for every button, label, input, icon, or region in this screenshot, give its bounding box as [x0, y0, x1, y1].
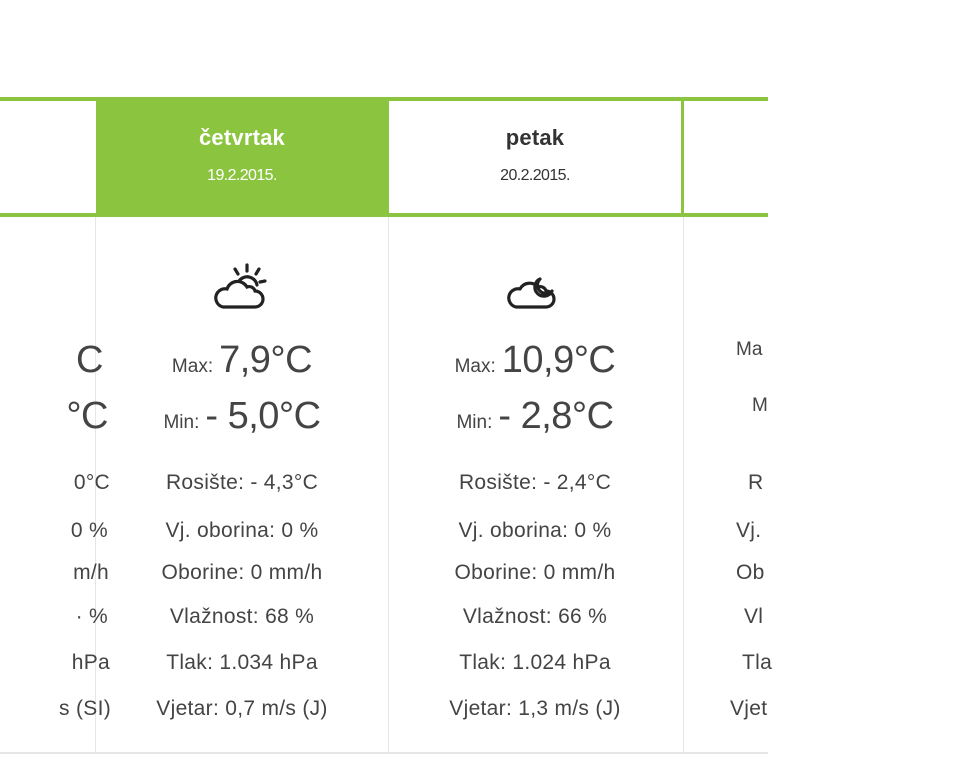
- min-temp-row: [96, 395, 388, 438]
- min-temp-row: [389, 395, 681, 438]
- day-header[interactable]: [389, 101, 681, 213]
- day-name: četvrtak: [199, 125, 285, 150]
- pressure: Tla: [742, 651, 773, 674]
- precipitation: Oborine: 0 mm/h: [161, 561, 323, 584]
- day-name: petak: [505, 125, 565, 150]
- max-temp-value: C: [76, 339, 103, 381]
- min-temp-row: [0, 395, 108, 438]
- max-temp-label: Max:: [171, 356, 214, 377]
- max-temp-label: Ma: [736, 339, 763, 360]
- wind: Vjet: [730, 697, 768, 720]
- dew-point: Rosište: - 4,3°C: [165, 471, 319, 494]
- min-temp-value: - 2,8°C: [498, 395, 614, 437]
- max-temp-row: [389, 339, 681, 382]
- wind: Vjetar: 1,3 m/s (J): [449, 697, 621, 720]
- day-header-active[interactable]: [96, 101, 388, 213]
- pressure: Tlak: 1.024 hPa: [459, 651, 611, 674]
- humidity: Vlažnost: 66 %: [462, 605, 608, 628]
- max-temp-row: [0, 339, 103, 382]
- pressure: hPa: [71, 651, 110, 674]
- dew-point: 0°C: [73, 471, 110, 494]
- wind: s (SI): [59, 697, 111, 720]
- max-temp-row: [736, 339, 976, 361]
- min-temp-value: °C: [66, 395, 108, 437]
- precipitation: Oborine: 0 mm/h: [454, 561, 616, 584]
- max-temp-value: 7,9°C: [219, 339, 313, 381]
- max-temp-value: 10,9°C: [501, 339, 616, 381]
- pressure: Tlak: 1.034 hPa: [166, 651, 318, 674]
- forecast-day-column[interactable]: [389, 101, 681, 761]
- max-temp-row: [96, 339, 388, 382]
- moon-behind-cloud-icon: [500, 259, 570, 315]
- precipitation: m/h: [73, 561, 109, 584]
- forecast-day-column[interactable]: [684, 101, 976, 761]
- day-header[interactable]: [0, 101, 95, 213]
- dew-point: R: [748, 471, 764, 494]
- min-temp-label: M: [752, 395, 768, 416]
- day-date: 19.2.2015.: [207, 167, 277, 184]
- max-temp-label: Max:: [454, 356, 496, 377]
- forecast-day-column[interactable]: [96, 101, 388, 761]
- precip-chance: Vj. oborina: 0 %: [458, 519, 612, 542]
- humidity: Vlažnost: 68 %: [169, 605, 315, 628]
- sun-behind-cloud-icon: [207, 259, 277, 315]
- min-temp-label: Min:: [163, 412, 200, 433]
- min-temp-value: - 5,0°C: [205, 395, 321, 437]
- wind: Vjetar: 0,7 m/s (J): [156, 697, 328, 720]
- day-header[interactable]: [684, 101, 976, 213]
- precip-chance: Vj.: [736, 519, 762, 542]
- precip-chance: 0 %: [70, 519, 108, 542]
- min-temp-label: Min:: [456, 412, 493, 433]
- humidity: · %: [75, 605, 108, 628]
- precipitation: Ob: [736, 561, 765, 584]
- forecast-day-column[interactable]: [0, 101, 111, 761]
- day-date: 20.2.2015.: [500, 167, 570, 184]
- min-temp-row: [752, 395, 976, 417]
- precip-chance: Vj. oborina: 0 %: [165, 519, 319, 542]
- dew-point: Rosište: - 2,4°C: [458, 471, 612, 494]
- humidity: Vl: [744, 605, 764, 628]
